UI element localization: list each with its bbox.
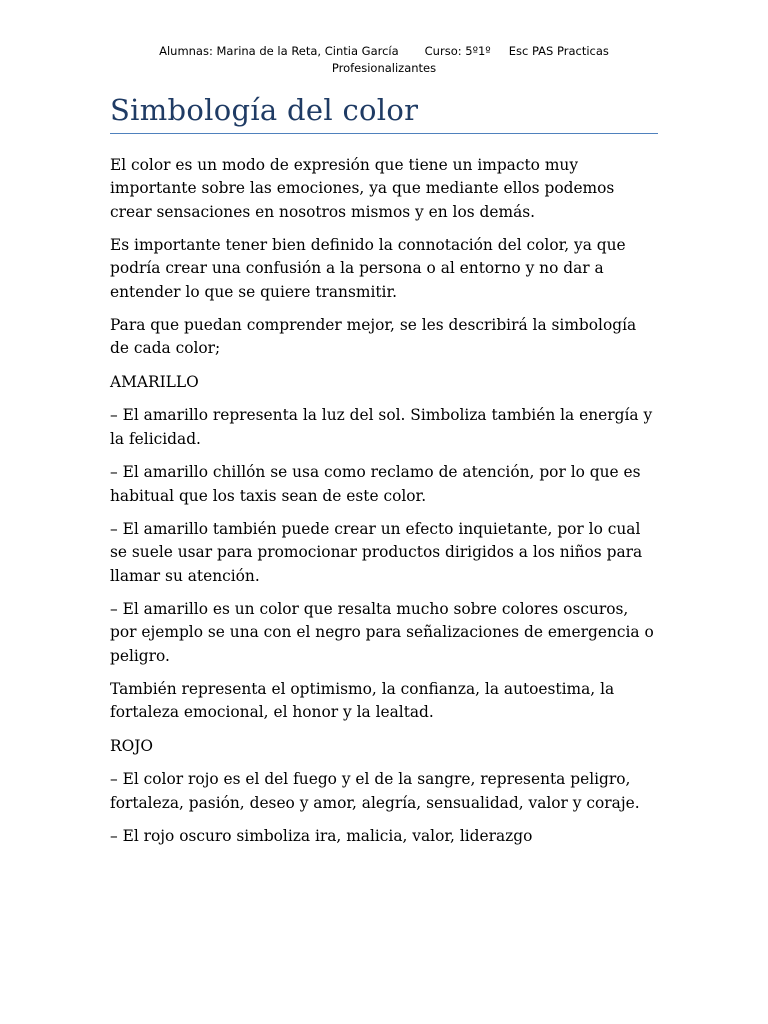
header-authors: Alumnas: Marina de la Reta, Cintia García <box>159 44 399 58</box>
paragraph-3: Para que puedan comprender mejor, se les describirá la simbología de cada color; <box>110 316 637 358</box>
header-school-cont: Profesionalizantes <box>331 61 437 75</box>
header-course: Curso: 5º1º <box>424 44 491 58</box>
document-body <box>110 154 658 848</box>
paragraph-amarillo-2: – El amarillo chillón se usa como reclamo de atención, por lo que es habitual que los taxis sean de este color. <box>110 463 641 505</box>
page-header <box>90 0 678 77</box>
paragraph-amarillo-5: También representa el optimismo, la confianza, la autoestima, la fortaleza emocional, el honor y la lealtad. <box>110 680 615 722</box>
section-heading-rojo: ROJO <box>110 736 153 755</box>
paragraph-2: Es importante tener bien definido la connotación del color, ya que podría crear una confusión a la persona o al entorno y no dar a entender lo que se quiere transmitir. <box>110 236 626 301</box>
paragraph-amarillo-3: – El amarillo también puede crear un efecto inquietante, por lo cual se suele usar para promocionar productos dirigidos a los niños para llamar su atención. <box>110 519 643 585</box>
header-school: Esc PAS Practicas <box>508 44 609 58</box>
page-title: Simbología del color <box>110 92 658 134</box>
paragraph-rojo-1: – El color rojo es el del fuego y el de la sangre, representa peligro, fortaleza, pasión, deseo y amor, alegría, sensualidad, valor y coraje. <box>110 770 640 812</box>
paragraph-1: El color es un modo de expresión que tiene un impacto muy importante sobre las emociones, ya que mediante ellos podemos crear sensaciones en nosotros mismos y en los demás. <box>110 156 615 221</box>
paragraph-amarillo-4: – El amarillo es un color que resalta mucho sobre colores oscuros, por ejemplo se una con el negro para señalizaciones de emergencia o peligro. <box>110 600 654 665</box>
paragraph-amarillo-1: – El amarillo representa la luz del sol. Simboliza también la energía y la felicidad. <box>110 406 653 448</box>
section-heading-amarillo: AMARILLO <box>110 372 199 391</box>
paragraph-rojo-2: – El rojo oscuro simboliza ira, malicia, valor, liderazgo <box>110 827 533 846</box>
